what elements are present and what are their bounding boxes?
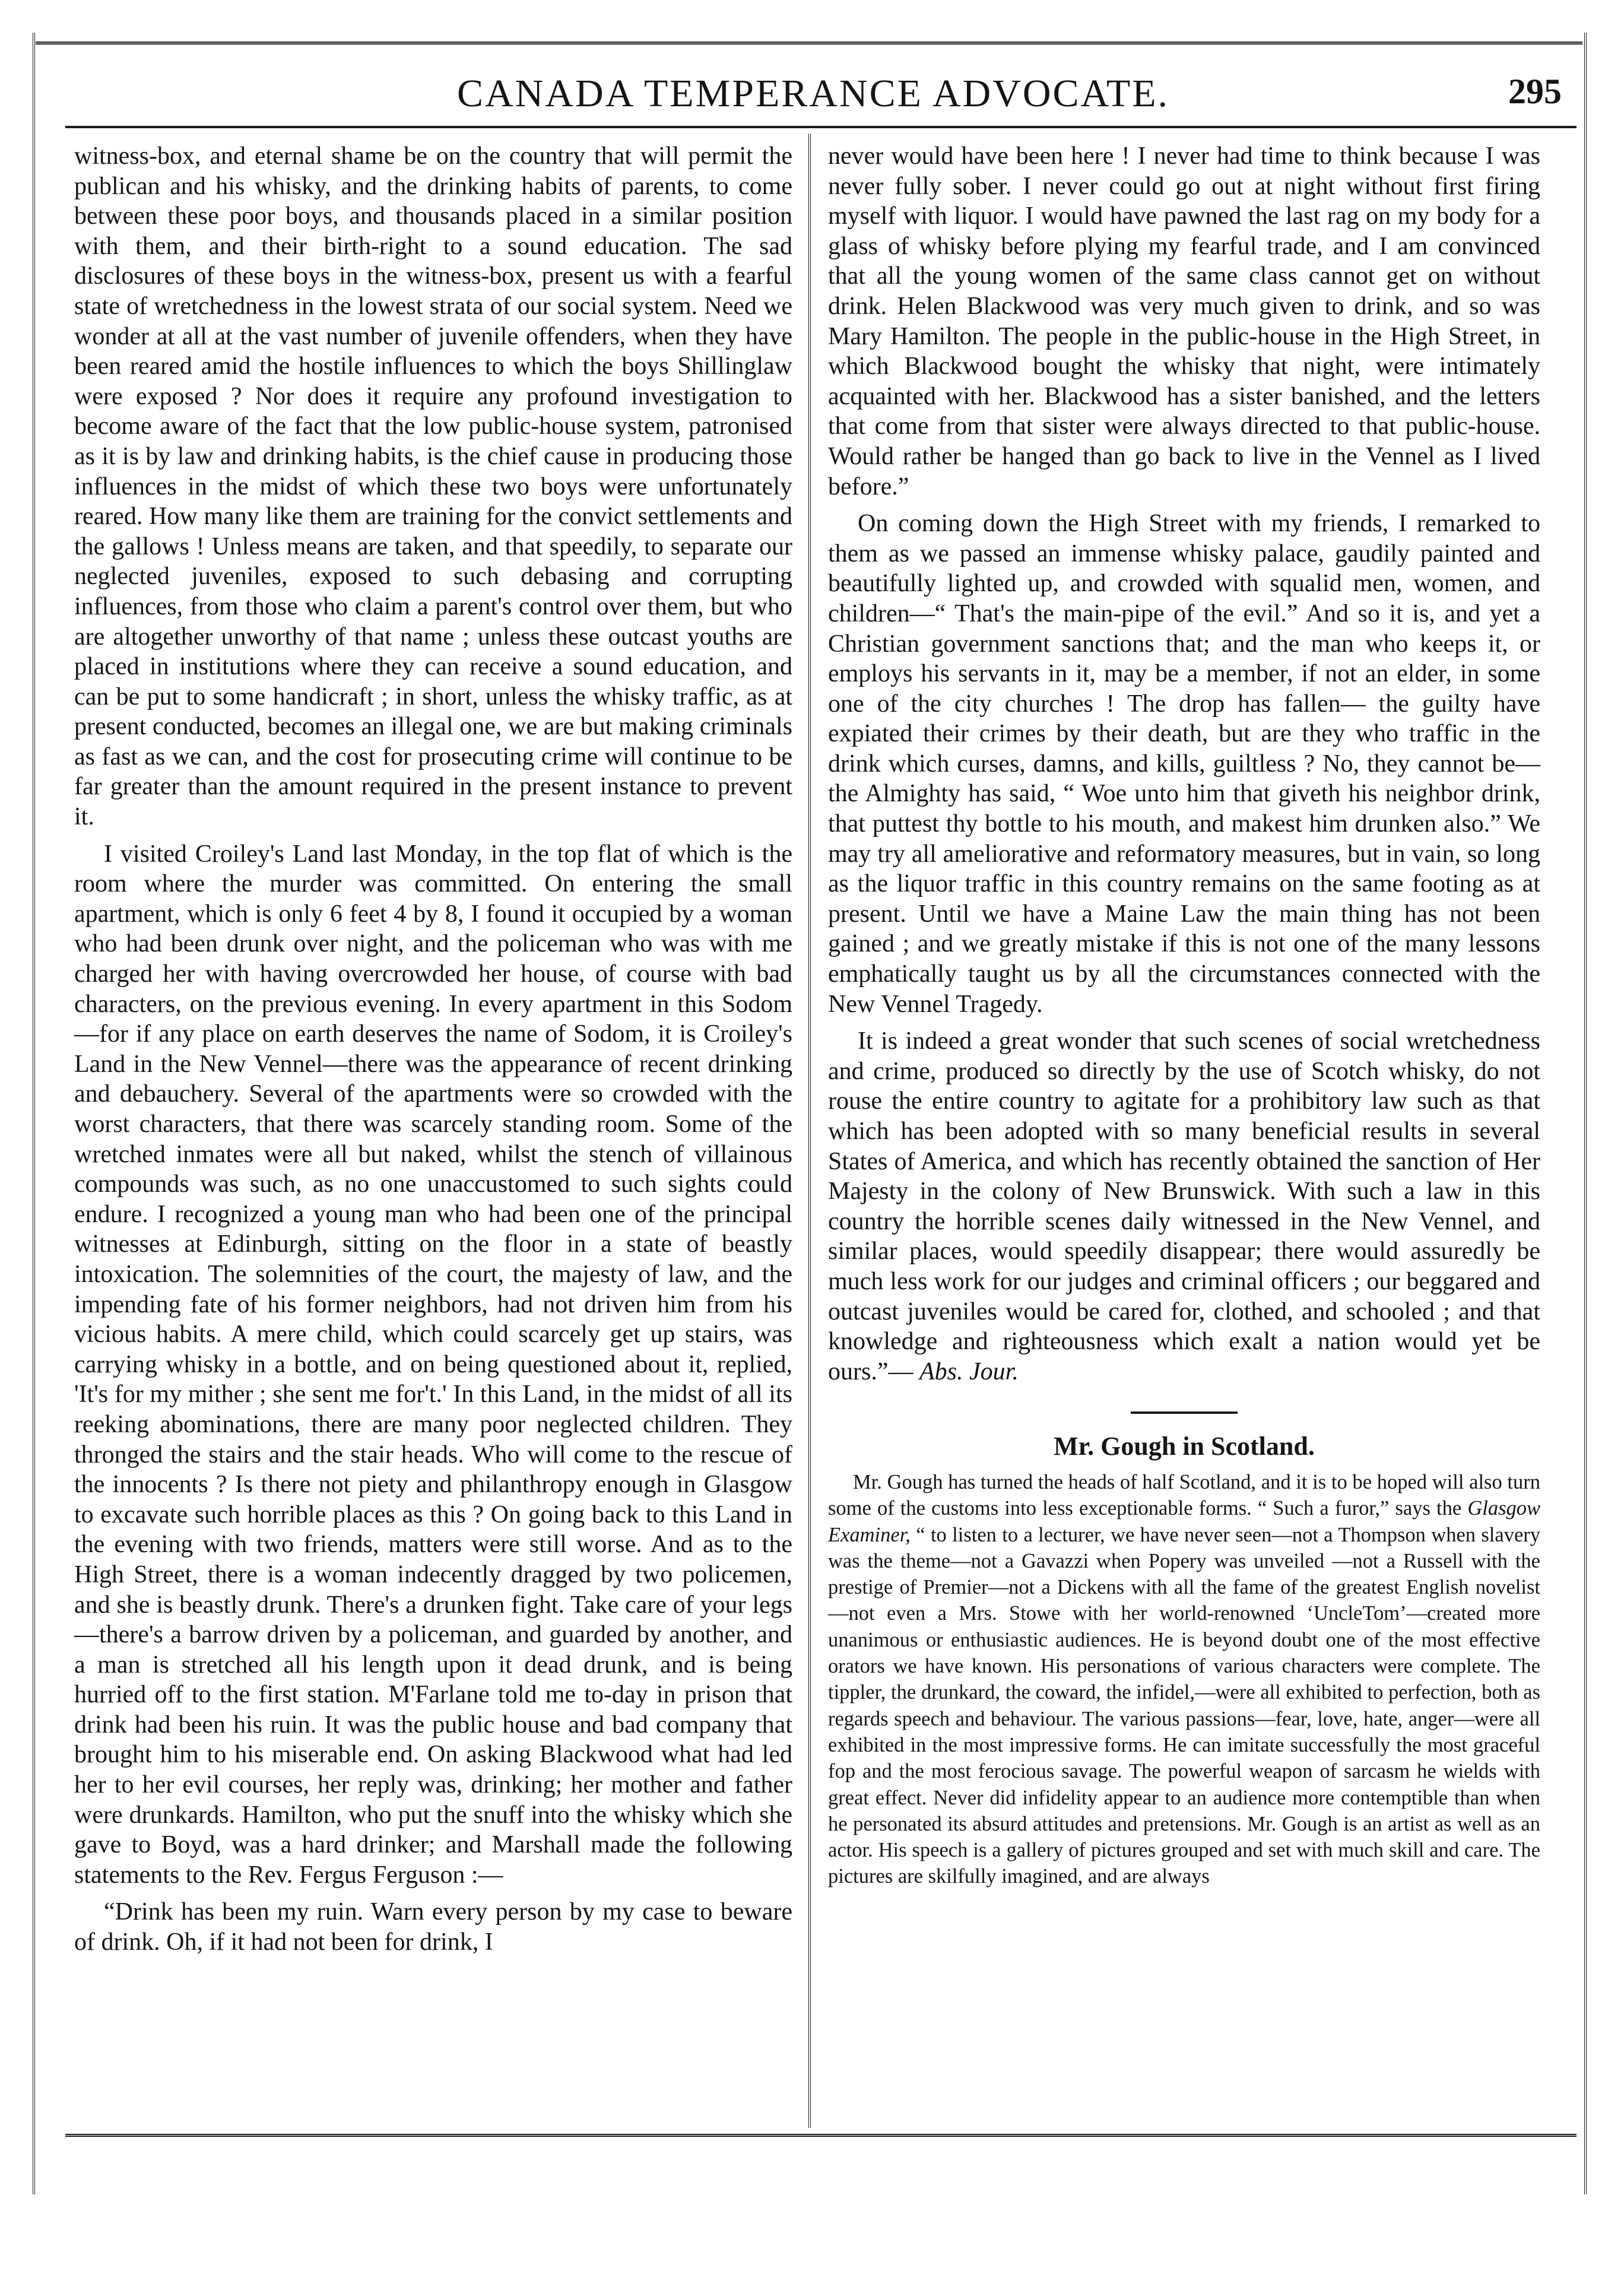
right-paragraph-1: never would have been here ! I never had time to think because I was never fully sober. I never could go out at night without first firing myself with liquor. I would have pawned the last rag on my body for a glass of whisky before plying my fearful trade, and I am convinced that all the young women of the same class cannot get on without drink. Helen Blackwood was very much given to drink, and so was Mary Hamilton. The people in the public-house in the High Street, in which Blackwood bought the whisky that night, were intimately acquainted with her. Blackwood has a sister banished, and the letters that come from that sister were always directed to that public-house. Would rather be hanged than go back to live in the Vennel as I lived before.” — [828, 142, 1540, 500]
top-rule — [36, 42, 1582, 45]
gough-source: Glasgow Examiner, — [828, 1497, 1540, 1546]
gough-article — [828, 1469, 1540, 1890]
right-paragraph-3 — [828, 1026, 1540, 1387]
section-separator — [1131, 1411, 1238, 1414]
right-paragraph-2: On coming down the High Street with my friends, I remarked to them as we passed an immense whisky palace, gaudily painted and beautifully lighted up, and crowded with squalid men, women, and children—“ That's the main-pipe of the evil.” And so it is, and yet a Christian government sanctions that; and the man who keeps it, or employs his servants in it, may be a member, if not an elder, in some one of the city churches ! The drop has fallen— the guilty have expiated their crimes by their death, but are they who traffic in the drink which curses, damns, and kills, guiltless ? No, they cannot be—the Almighty has said, “ Woe unto him that giveth his neighbor drink, that puttest thy bottle to his mouth, and makest him drunken also.” We may try all ameliorative and reformatory measures, but in vain, so long as the liquor traffic in this country remains on the same footing as at present. Until we have a Maine Law the main thing has not been gained ; and we greatly mistake if this is not one of the many lessons emphatically taught us by all the circumstances connected with the New Vennel Tragedy. — [828, 510, 1540, 1018]
gough-text-rest: “ to listen to a lecturer, we have never seen—not a Thompson when slavery was the theme—not a Gavazzi when Popery was unveiled —not a Russell with the prestige of Premier—not a Dickens with all the fame of the greatest English novelist—not even a Mrs. Stowe with her world-renowned ‘UncleTom’—created more unanimous or enthusiastic audiences. He is beyond doubt one of the most effective orators we have known. His personations of various characters were complete. The tippler, the drunkard, the coward, the infidel,—were all exhibited to perfection, both as regards speech and behaviour. The various passions—fear, love, hate, anger—were all exhibited in the most impressive forms. He can imitate successfully the most graceful fop and the most ferocious savage. The powerful weapon of sarcasm he wields with great effect. Never did infidelity appear to an audience more contemptible than when he personated its absurd attitudes and pretensions. Mr. Gough is an artist as well as an actor. His speech is a gallery of pictures grouped and set with much skill and care. The pictures are skilfully imagined, and are always — [828, 1523, 1540, 1888]
gough-text-start: Mr. Gough has turned the heads of half Scotland, and it is to be hoped will also turn some of the customs into less exceptionable forms. “ Such a furor,” says the — [828, 1470, 1540, 1520]
left-paragraph-1: witness-box, and eternal shame be on the country that will permit the publican and his whisky, and the drinking habits of parents, to come between these poor boys, and thousands placed in a similar position with them, and their birth-right to a sound education. The sad disclosures of these boys in the witness-box, present us with a fearful state of wretchedness in the lowest strata of our social system. Need we wonder at all at the vast number of juvenile offenders, when they have been reared amid the hostile influences to which the boys Shillinglaw were exposed ? Nor does it require any profound investigation to become aware of the fact that the low public-house system, patronised as it is by law and drinking habits, is the chief cause in producing those influences in the midst of which these two boys were unfortunately reared. How many like them are training for the convict settlements and the gallows ! Unless means are taken, and that speedily, to separate our neglected juveniles, exposed to such debasing and corrupting influences, from those who claim a parent's control over them, but who are altogether unworthy of that name ; unless these outcast youths are placed in institutions where they can receive a sound education, and can be put to some handicraft ; in short, unless the whisky traffic, as at present conducted, becomes an illegal one, we are but making criminals as fast as we can, and the cost for prosecuting crime will continue to be far greater than the amount required in the present instance to prevent it. — [74, 142, 792, 831]
section-heading: Mr. Gough in Scotland. — [1054, 1432, 1315, 1461]
article-source: Abs. Jour. — [919, 1357, 1019, 1385]
right-column — [828, 141, 1540, 1897]
gough-paragraph — [828, 1469, 1540, 1890]
right-paragraph-3-text: It is indeed a great wonder that such scenes of social wretchedness and crime, produced so directly by the use of Scotch whisky, do not rouse the entire country to agitate for a prohibitory law such as that which has been adopted with so many beneficial results in several States of America, and which has recently obtained the sanction of Her Majesty in the colony of New Brunswick. With such a law in this country the horrible scenes daily witnessed in the New Vennel, and similar places, would speedily disappear; there would assuredly be much less work for our judges and criminal officers ; our beggared and outcast juveniles would be cared for, clothed, and schooled ; and that knowledge and righteousness which exalt a nation would yet be ours.”— — [828, 1027, 1540, 1385]
left-paragraph-2: I visited Croiley's Land last Monday, in the top flat of which is the room where the murder was committed. On entering the small apartment, which is only 6 feet 4 by 8, I found it occupied by a woman who had been drunk over night, and the policeman who was with me charged her with having overcrowded her house, of course with bad characters, on the previous evening. In every apartment in this Sodom—for if any place on earth deserves the name of Sodom, it is Croiley's Land in the New Vennel—there was the appearance of recent drinking and debauchery. Several of the apartments were so crowded with the worst characters, that there was scarcely standing room. Some of the wretched inmates were all but naked, whilst the stench of villainous compounds was such, as no one unaccustomed to such sights could endure. I recognized a young man who had been one of the principal witnesses at Edinburgh, sitting on the floor in a state of beastly intoxication. The solemnities of the court, the majesty of law, and the impending fate of his former neighbors, had not driven him from his vicious habits. A mere child, which could scarcely get up stairs, was carrying whisky in a bottle, and on being questioned about it, replied, 'It's for my mither ; she sent me for't.' In this Land, in the midst of all its reeking abominations, there are many poor neglected children. They thronged the stairs and the stair heads. Who will come to the rescue of the innocents ? Is there not piety and philanthropy enough in Glasgow to excavate such horrible places as this ? On going back to this Land in the evening with two friends, matters were still worse. And as to the High Street, there is a woman indecently dragged by two policemen, and she is beastly drunk. There's a drunken fight. Take care of your legs—there's a barrow driven by a policeman, and guarded by another, and a man is stretched all his length upon it dead drunk, and is being hurried off to the first station. M'Farlane told me to-day in prison that drink had been his ruin. It was the public house and bad company that brought him to his miserable end. On asking Blackwood what had led her to her evil courses, her reply was, drinking; her mother and father were drunkards. Hamilton, who put the snuff into the whisky which she gave to Boyd, was a hard drinker; and Marshall made the following statements to the Rev. Fergus Ferguson :— — [74, 840, 792, 1889]
masthead-rule — [65, 126, 1577, 128]
page-number: 295 — [1508, 72, 1562, 111]
bottom-rule — [65, 2134, 1577, 2137]
column-divider — [808, 134, 811, 2128]
masthead-title: CANADA TEMPERANCE ADVOCATE. — [456, 72, 1170, 115]
left-paragraph-3: “Drink has been my ruin. Warn every person by my case to beware of drink. Oh, if it had not been for drink, I — [74, 1898, 792, 1956]
left-column — [74, 141, 792, 1965]
